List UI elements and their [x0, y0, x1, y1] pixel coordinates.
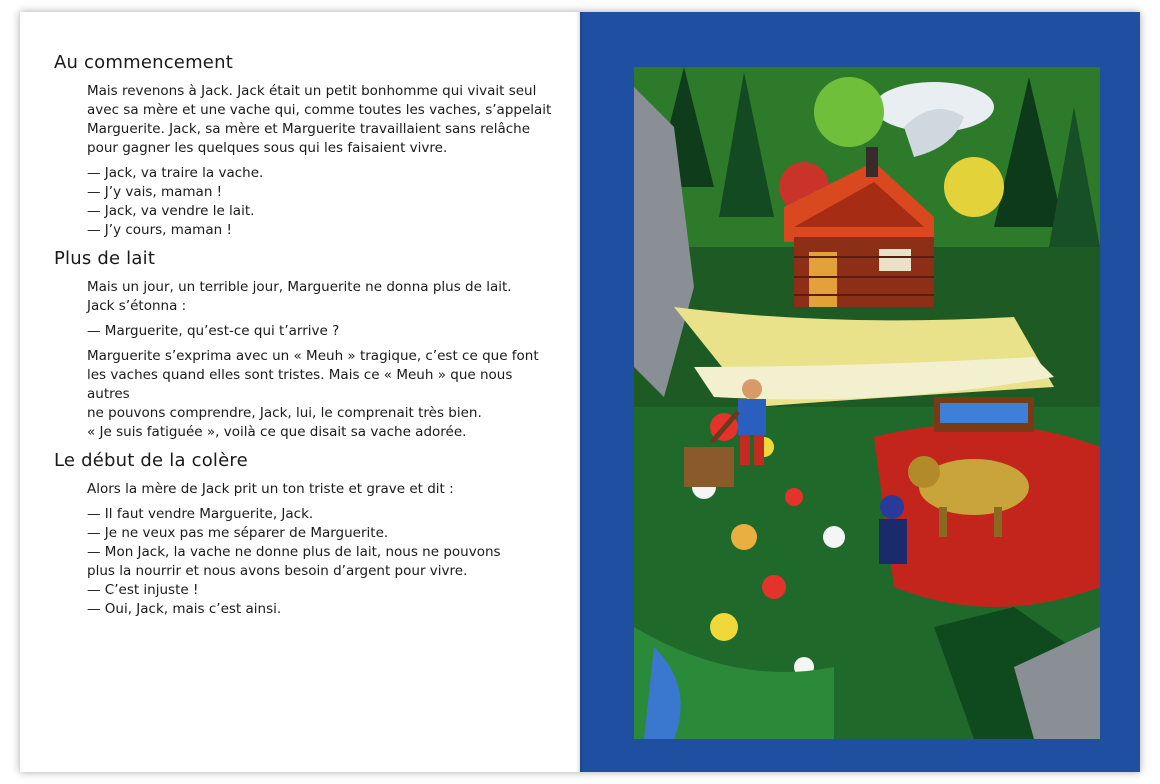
section-debut-colere [54, 450, 554, 619]
section-title: Le début de la colère [54, 450, 248, 471]
book-spread [20, 12, 1140, 772]
paragraph: Mais revenons à Jack. Jack était un petit bonhomme qui vivait seul avec sa mère et une vache qui, comme toutes les vaches, s’appelait Marguerite. Jack, sa mère et Marguerite travaillaient sans relâche pour gagner les quelques sous qui les faisaient vivre. [87, 83, 552, 156]
paragraph: Marguerite s’exprima avec un « Meuh » tragique, c’est ce que font les vaches quand elles sont tristes. Mais ce « Meuh » que nous autres ne pouvons comprendre, Jack, lui, le comprenait très bien. « Je suis fatiguée », voilà ce que disait sa vache adorée. [87, 348, 539, 440]
paragraph: Mais un jour, un terrible jour, Marguerite ne donna plus de lait. Jack s’étonna : [87, 279, 512, 314]
section-title: Plus de lait [54, 248, 156, 269]
dialogue-line: — Il faut vendre Marguerite, Jack. [87, 506, 314, 522]
dialogue-line: — J’y vais, maman ! [87, 184, 223, 200]
dialogue-line: — Jack, va vendre le lait. [87, 203, 255, 219]
section-title: Au commencement [54, 52, 233, 73]
dialogue-line: — C’est injuste ! [87, 582, 199, 598]
paragraph: — Marguerite, qu’est-ce qui t’arrive ? [87, 323, 340, 339]
dialogue-line: — Mon Jack, la vache ne donne plus de lait, nous ne pouvons plus la nourrir et nous avons besoin d’argent pour vivre. [87, 544, 501, 579]
left-page [20, 12, 580, 772]
dialogue-line: — Oui, Jack, mais c’est ainsi. [87, 601, 282, 617]
dialogue-line: — J’y cours, maman ! [87, 222, 232, 238]
dialogue-line: — Je ne veux pas me séparer de Marguerite. [87, 525, 389, 541]
dialogue-line: — Jack, va traire la vache. [87, 165, 264, 181]
illustration-svg [634, 67, 1100, 739]
dialogue [87, 505, 554, 619]
section-plus-de-lait [54, 248, 554, 442]
paragraph: Alors la mère de Jack prit un ton triste et grave et dit : [87, 481, 454, 497]
book-gutter [576, 12, 584, 772]
section-au-commencement [54, 52, 554, 240]
dialogue [87, 164, 554, 240]
right-page [580, 12, 1140, 772]
illustration-farm-scene [634, 67, 1100, 739]
text-block [54, 52, 554, 627]
